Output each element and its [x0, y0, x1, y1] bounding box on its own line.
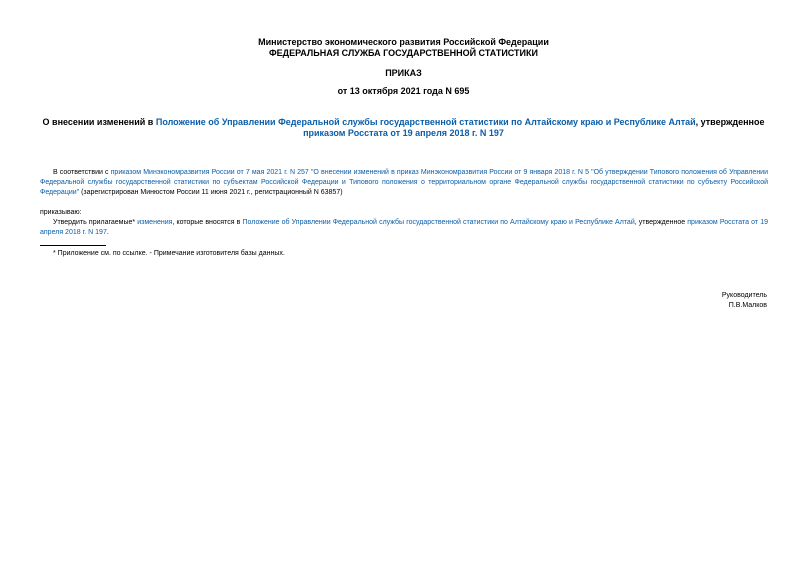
title-middle: , утвержденное	[695, 117, 765, 127]
signature-role: Руководитель	[721, 292, 767, 299]
ministry-name: Министерство экономического развития Российской Федерации	[258, 37, 549, 47]
service-name: ФЕДЕРАЛЬНАЯ СЛУЖБА ГОСУДАРСТВЕННОЙ СТАТИСТИКИ	[269, 48, 538, 58]
p3-link-regulation[interactable]: Положение об Управлении Федеральной службы государственной статистики по Алтайскому краю и Республике Алтай	[242, 219, 635, 226]
title-link-regulation[interactable]: Положение об Управлении Федеральной службы государственной статистики по Алтайскому краю и Республике Алтай	[155, 117, 696, 127]
title-prefix: О внесении изменений в	[42, 117, 156, 127]
paragraph-approve	[40, 218, 768, 238]
footnote-divider	[40, 245, 106, 246]
p3-link-changes[interactable]: изменения	[137, 219, 173, 226]
p3-link-order[interactable]: приказом Росстата от 19 апреля 2018 г. N 197	[40, 219, 768, 236]
paragraph-order-word: приказываю:	[40, 209, 82, 216]
p1-suffix: (зарегистрирован Минюстом России 11 июня 2021 г., регистрационный N 63857)	[79, 189, 343, 196]
document-date-number: от 13 октября 2021 года N 695	[337, 86, 470, 96]
p1-prefix: В соответствии с	[53, 169, 111, 176]
document-type: ПРИКАЗ	[385, 68, 422, 78]
footnote-text: * Приложение см. по ссылке. - Примечание изготовителя базы данных.	[53, 250, 285, 257]
title-link-order[interactable]: приказом Росстата от 19 апреля 2018 г. N 197	[303, 128, 504, 138]
p3-prefix: Утвердить прилагаемые*	[53, 219, 138, 226]
p3-middle: , которые вносятся в	[172, 219, 243, 226]
document-title	[40, 117, 767, 139]
signature-name: П.В.Малков	[728, 302, 767, 309]
p1-link-order[interactable]: приказом Минэкономразвития России от 7 мая 2021 г. N 257 "О внесении изменений в приказ Минэкономразвития России от 9 января 2018 г. N 5 "Об утверждении Типового положения об Управлении Федеральной службы государственной статистики по субъектам Российской Федерации и Типового положения о территориальном органе Федеральной службы государственной статистики по субъекту Российской Федерации"	[40, 169, 768, 196]
p3-suffix: .	[106, 229, 109, 236]
paragraph-basis	[40, 168, 768, 198]
p3-middle2: , утвержденное	[634, 219, 688, 226]
